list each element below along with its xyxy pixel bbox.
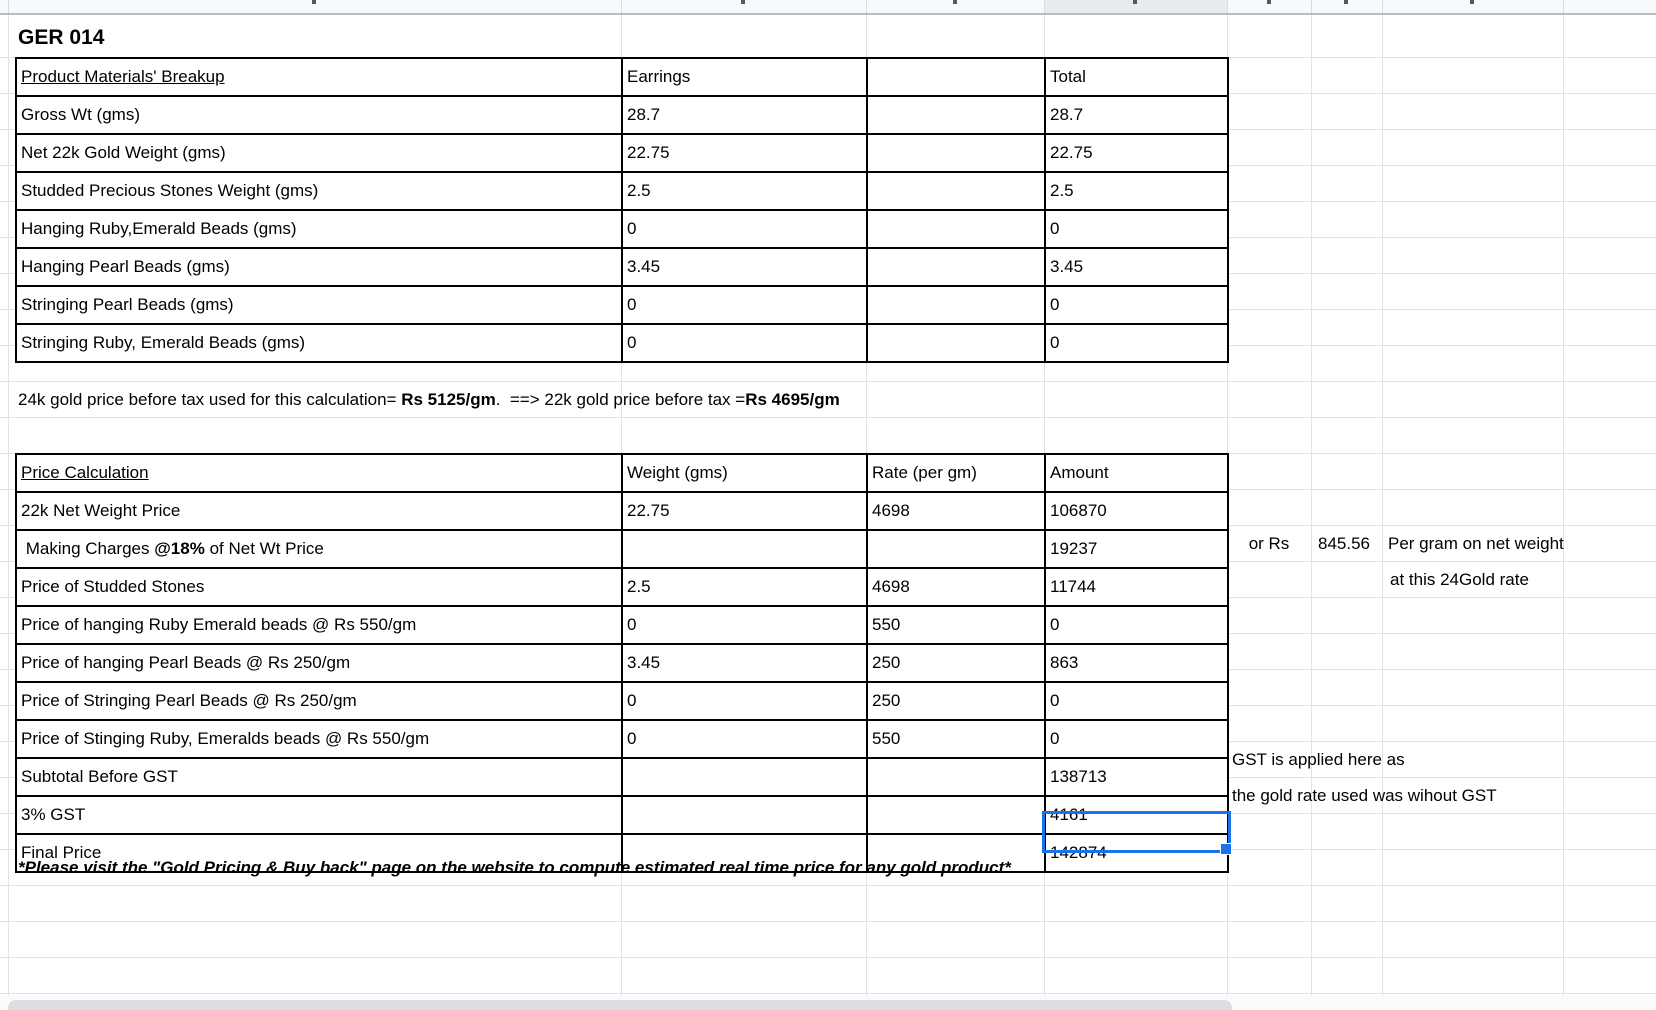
materials-earrings-value[interactable]: 0 xyxy=(622,210,867,248)
materials-row-label[interactable]: Net 22k Gold Weight (gms) xyxy=(16,134,622,172)
gst-note1-cell[interactable]: GST is applied here as xyxy=(1232,750,1405,769)
clipped-column-letter xyxy=(741,0,745,4)
footer-note-cell[interactable]: *Please visit the "Gold Pricing & Buy back" page on the website to compute estimated real time price for any gold product* xyxy=(18,858,1011,877)
price-calculation-table xyxy=(15,453,1229,873)
making-charge-per-gram-value-cell[interactable]: 845.56 xyxy=(1318,534,1370,553)
gold-note-text: . ==> 22k gold price before tax = xyxy=(495,390,746,409)
gridline xyxy=(0,885,1656,886)
price-weight-value[interactable]: 3.45 xyxy=(622,644,867,682)
label-text: Making Charges xyxy=(21,539,155,558)
table-row xyxy=(16,758,1228,796)
table-row xyxy=(16,286,1228,324)
clipped-column-letter xyxy=(1133,0,1137,4)
materials-breakup-table xyxy=(15,57,1229,363)
clipped-column-letter xyxy=(1267,0,1271,4)
table-row xyxy=(16,172,1228,210)
price-rate-value[interactable] xyxy=(867,796,1045,834)
gold-price-22k: Rs 4695/gm xyxy=(745,390,840,409)
materials-blank-cell[interactable] xyxy=(867,286,1045,324)
column-header-separator xyxy=(8,0,9,13)
materials-row-label[interactable]: Hanging Ruby,Emerald Beads (gms) xyxy=(16,210,622,248)
price-row-label[interactable]: Price of hanging Ruby Emerald beads @ Rs 550/gm xyxy=(16,606,622,644)
price-rate-value[interactable]: 550 xyxy=(867,606,1045,644)
table-row xyxy=(16,210,1228,248)
materials-total-value[interactable]: 3.45 xyxy=(1045,248,1228,286)
column-header-separator xyxy=(621,0,622,13)
materials-header-row xyxy=(16,58,1228,96)
column-header-separator xyxy=(866,0,867,13)
materials-blank-cell[interactable] xyxy=(867,172,1045,210)
table-row xyxy=(16,720,1228,758)
price-rate-value[interactable]: 550 xyxy=(867,720,1045,758)
materials-earrings-value[interactable]: 28.7 xyxy=(622,96,867,134)
price-amount-value[interactable]: 11744 xyxy=(1045,568,1228,606)
price-rate-value[interactable]: 250 xyxy=(867,644,1045,682)
materials-col-total[interactable]: Total xyxy=(1045,58,1228,96)
price-rate-value[interactable] xyxy=(867,758,1045,796)
table-row xyxy=(16,248,1228,286)
table-row xyxy=(16,492,1228,530)
label-text: of Net Wt Price xyxy=(204,539,324,558)
table-row xyxy=(16,644,1228,682)
gst-label[interactable]: 3% GST xyxy=(16,796,622,834)
per-gram-note-cell[interactable]: Per gram on net weight xyxy=(1388,534,1564,553)
price-weight-value[interactable]: 0 xyxy=(622,682,867,720)
gridline xyxy=(0,993,1656,994)
price-amount-value[interactable]: 0 xyxy=(1045,720,1228,758)
final-price-amount[interactable]: 142874 xyxy=(1045,834,1228,872)
price-weight-value[interactable] xyxy=(622,530,867,568)
price-header-row xyxy=(16,454,1228,492)
gold-price-note-cell[interactable] xyxy=(18,381,840,417)
table-row xyxy=(16,530,1228,568)
price-weight-value[interactable] xyxy=(622,758,867,796)
column-header-separator xyxy=(1227,0,1228,13)
materials-total-value[interactable]: 0 xyxy=(1045,324,1228,362)
materials-blank-cell[interactable] xyxy=(867,134,1045,172)
materials-blank-cell[interactable] xyxy=(867,210,1045,248)
price-amount-value[interactable]: 863 xyxy=(1045,644,1228,682)
price-row-label[interactable]: Price of Stringing Pearl Beads @ Rs 250/gm xyxy=(16,682,622,720)
gst-amount[interactable]: 4161 xyxy=(1045,796,1228,834)
column-header-separator xyxy=(1563,0,1564,13)
materials-total-value[interactable]: 22.75 xyxy=(1045,134,1228,172)
materials-earrings-value[interactable]: 2.5 xyxy=(622,172,867,210)
per-gram-note2-cell[interactable]: at this 24Gold rate xyxy=(1390,570,1529,589)
label-bold-text: @18% xyxy=(154,539,205,558)
price-rate-value[interactable]: 4698 xyxy=(867,568,1045,606)
fill-handle[interactable] xyxy=(1220,843,1232,855)
table-row xyxy=(16,96,1228,134)
materials-row-label[interactable]: Stringing Ruby, Emerald Beads (gms) xyxy=(16,324,622,362)
price-weight-value[interactable]: 0 xyxy=(622,720,867,758)
price-col-amount[interactable]: Amount xyxy=(1045,454,1228,492)
clipped-column-letter xyxy=(953,0,957,4)
price-amount-value[interactable]: 19237 xyxy=(1045,530,1228,568)
materials-blank-cell[interactable] xyxy=(867,248,1045,286)
making-charge-or-rs-cell[interactable]: or Rs xyxy=(1248,534,1290,553)
price-amount-value[interactable]: 106870 xyxy=(1045,492,1228,530)
price-weight-value[interactable] xyxy=(622,796,867,834)
materials-col-blank[interactable] xyxy=(867,58,1045,96)
price-col-weight[interactable]: Weight (gms) xyxy=(622,454,867,492)
price-rate-value[interactable]: 250 xyxy=(867,682,1045,720)
column-header-separator xyxy=(1311,0,1312,13)
column-header-strip[interactable] xyxy=(0,0,1656,15)
gold-note-text: 24k gold price before tax used for this calculation= xyxy=(18,390,402,409)
price-amount-value[interactable]: 0 xyxy=(1045,682,1228,720)
table-row xyxy=(16,606,1228,644)
subtotal-label[interactable]: Subtotal Before GST xyxy=(16,758,622,796)
gold-price-24k: Rs 5125/gm xyxy=(401,390,496,409)
materials-blank-cell[interactable] xyxy=(867,96,1045,134)
column-header-separator xyxy=(1382,0,1383,13)
price-row-label[interactable]: Price of Studded Stones xyxy=(16,568,622,606)
table-row xyxy=(16,568,1228,606)
materials-row-label[interactable]: Stringing Pearl Beads (gms) xyxy=(16,286,622,324)
materials-total-value[interactable]: 0 xyxy=(1045,210,1228,248)
materials-row-label[interactable]: Hanging Pearl Beads (gms) xyxy=(16,248,622,286)
materials-total-value[interactable]: 0 xyxy=(1045,286,1228,324)
price-amount-value[interactable]: 0 xyxy=(1045,606,1228,644)
clipped-column-letter xyxy=(312,0,316,4)
price-row-label[interactable]: Price of Stinging Ruby, Emeralds beads @ Rs 550/gm xyxy=(16,720,622,758)
materials-col-earrings[interactable]: Earrings xyxy=(622,58,867,96)
materials-earrings-value[interactable]: 0 xyxy=(622,286,867,324)
price-weight-value[interactable]: 0 xyxy=(622,606,867,644)
materials-blank-cell[interactable] xyxy=(867,324,1045,362)
price-weight-value[interactable]: 2.5 xyxy=(622,568,867,606)
materials-total-value[interactable]: 28.7 xyxy=(1045,96,1228,134)
price-weight-value[interactable]: 22.75 xyxy=(622,492,867,530)
clipped-column-letter xyxy=(1470,0,1474,4)
column-header-separator xyxy=(1044,0,1045,13)
horizontal-scrollbar-thumb[interactable] xyxy=(8,1000,1232,1010)
table-row xyxy=(16,796,1228,834)
table-row xyxy=(16,682,1228,720)
materials-earrings-value[interactable]: 3.45 xyxy=(622,248,867,286)
price-row-label[interactable]: Price of hanging Pearl Beads @ Rs 250/gm xyxy=(16,644,622,682)
price-rate-value[interactable] xyxy=(867,530,1045,568)
materials-earrings-value[interactable]: 0 xyxy=(622,324,867,362)
price-rate-value[interactable]: 4698 xyxy=(867,492,1045,530)
table-row xyxy=(16,134,1228,172)
table-row xyxy=(16,324,1228,362)
final-price-label[interactable]: Final Price xyxy=(16,834,622,872)
gridline xyxy=(0,957,1656,958)
materials-total-value[interactable]: 2.5 xyxy=(1045,172,1228,210)
gridline xyxy=(0,921,1656,922)
gridline xyxy=(0,417,1656,418)
materials-title-cell[interactable]: Product Materials' Breakup xyxy=(16,58,622,96)
subtotal-amount[interactable]: 138713 xyxy=(1045,758,1228,796)
price-row-label[interactable]: 22k Net Weight Price xyxy=(16,492,622,530)
materials-earrings-value[interactable]: 22.75 xyxy=(622,134,867,172)
price-row-label[interactable] xyxy=(16,530,622,568)
materials-row-label[interactable]: Studded Precious Stones Weight (gms) xyxy=(16,172,622,210)
clipped-column-letter xyxy=(1344,0,1348,4)
price-title-cell[interactable]: Price Calculation xyxy=(16,454,622,492)
gst-note2-cell[interactable]: the gold rate used was wihout GST xyxy=(1232,786,1497,805)
price-col-rate[interactable]: Rate (per gm) xyxy=(867,454,1045,492)
product-code-cell[interactable]: GER 014 xyxy=(18,26,105,49)
materials-row-label[interactable]: Gross Wt (gms) xyxy=(16,96,622,134)
